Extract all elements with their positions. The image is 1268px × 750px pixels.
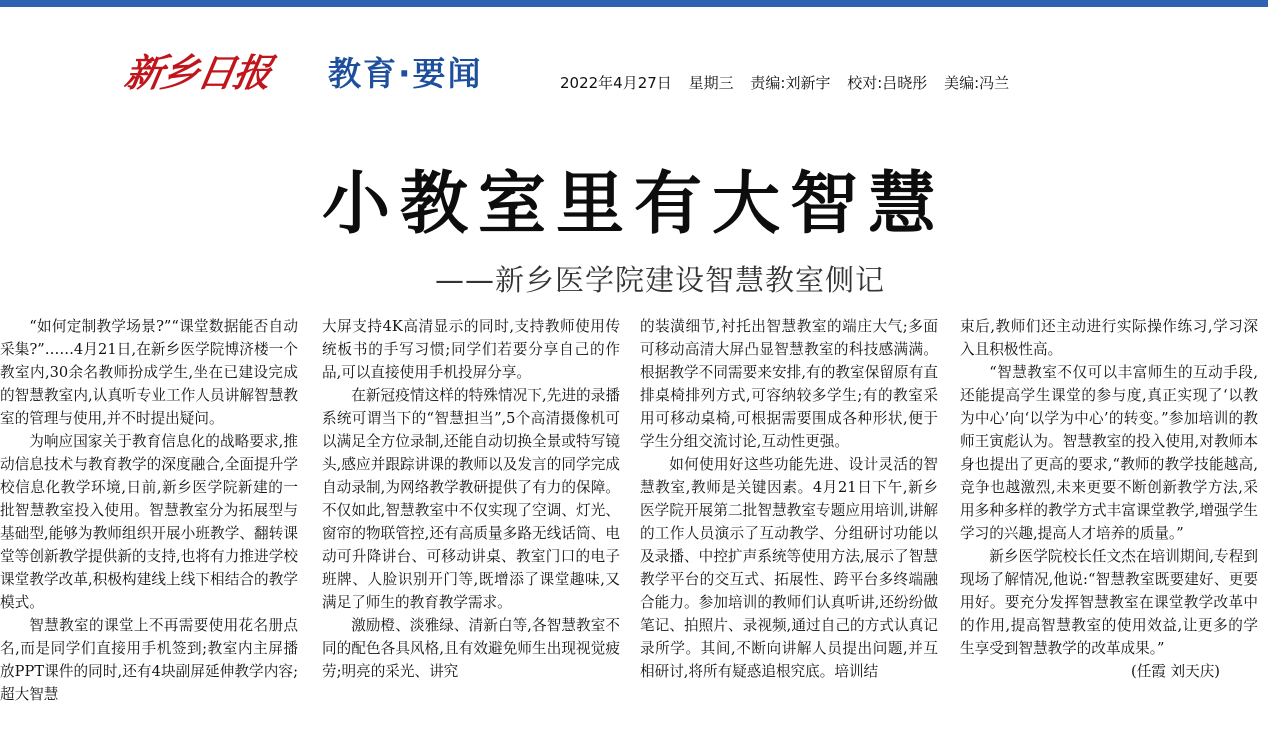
paragraph: 智慧教室的课堂上不再需要使用花名册点名,而是同学们直接用手机签到;教室内主屏播放PPT课件的同时,还有4块副屏延伸教学内容;超大智慧 [0, 617, 298, 703]
top-color-bar [0, 0, 1268, 7]
editor-credit: 责编:刘新宇 [750, 74, 831, 92]
issue-date: 2022年4月27日 [560, 74, 672, 92]
paragraph: 为响应国家关于教育信息化的战略要求,推动信息技术与教育教学的深度融合,全面提升学校信息化教学环境,日前,新乡医学院新建的一批智慧教室投入使用。智慧教室分为拓展型与基础型,能够为教师组织开展小班教学、翻转课堂等创新教学提供新的支持,也将有力推进学校课堂教学改革,积极构建线上线下相结合的教学模式。 [0, 433, 298, 611]
issue-weekday: 星期三 [688, 74, 734, 92]
author-byline: (任霞 刘天庆) [1131, 663, 1220, 680]
paragraph: 束后,教师们还主动进行实际操作练习,学习深入且积极性高。 [960, 318, 1258, 358]
paragraph: 在新冠疫情这样的特殊情况下,先进的录播系统可谓当下的“智慧担当”,5个高清摄像机可以满足全方位录制,还能自动切换全景或特写镜头,感应并跟踪讲课的教师以及发言的同学完成自动录制,为网络教学教研提供了有力的保障。不仅如此,智慧教室中不仅实现了空调、灯光、窗帘的物联管控,还有高质量多路无线话筒、电动可升降讲台、可移动讲桌、教室门口的电子班牌、人脸识别开门等,既增添了课堂趣味,又满足了师生的教育教学需求。 [322, 387, 620, 611]
article-column-1 [0, 315, 298, 745]
paragraph: “智慧教室不仅可以丰富师生的互动手段,还能提高学生课堂的参与度,真正实现了‘以教为中心’向‘以学为中心’的转变。”参加培训的教师王寅彪认为。智慧教室的投入使用,对教师本身也提出了更高的要求,“教师的教学技能越高,竞争也越激烈,未来更要不断创新教学方法,采用多种多样的教学方式丰富课堂教学,增强学生学习的兴趣,提高人才培养的质量。” [960, 364, 1258, 542]
paragraph: 激励橙、淡雅绿、清新白等,各智慧教室不同的配色各具风格,且有效避免师生出现视觉疲劳;明亮的采光、讲究 [322, 617, 620, 680]
article-column-4 [960, 315, 1258, 745]
paragraph: 的装潢细节,衬托出智慧教室的端庄大气;多面可移动高清大屏凸显智慧教室的科技感满满。根据教学不同需要来安排,有的教室保留原有直排桌椅排列方式,可容纳较多学生;有的教室采用可移动桌椅,可根据需要围成各种形状,便于学生分组交流讨论,互动性更强。 [640, 318, 938, 450]
masthead [0, 30, 1268, 100]
paragraph: 新乡医学院校长任文杰在培训期间,专程到现场了解情况,他说:“智慧教室既要建好、更要用好。要充分发挥智慧教室在课堂教学改革中的作用,提高智慧教室的使用效益,让更多的学生享受到智慧教学的改革成果。” [960, 548, 1258, 657]
paragraph: 如何使用好这些功能先进、设计灵活的智慧教室,教师是关键因素。4月21日下午,新乡医学院开展第二批智慧教室专题应用培训,讲解的工作人员演示了互动教学、分组研讨功能以及录播、中控扩声系统等使用方法,展示了智慧教学平台的交互式、拓展性、跨平台多终端融合能力。参加培训的教师们认真听讲,还纷纷做笔记、拍照片、录视频,通过自己的方式认真记录所学。其间,不断向讲解人员提出问题,并互相研讨,将所有疑惑追根究底。培训结 [640, 456, 938, 680]
art-editor-credit: 美编:冯兰 [944, 74, 1010, 92]
newspaper-logo: 新乡日报 [121, 50, 274, 95]
paragraph: 大屏支持4K高清显示的同时,支持教师使用传统板书的手写习惯;同学们若要分享自己的作品,可以直接使用手机投屏分享。 [322, 318, 620, 381]
article-headline: 小教室里有大智慧 [321, 165, 946, 244]
article-subheadline: ——新乡医学院建设智慧教室侧记 [434, 263, 885, 297]
article-column-2 [322, 315, 620, 745]
issue-meta [560, 72, 1021, 93]
proofreader-credit: 校对:吕晓彤 [847, 74, 928, 92]
article-column-3 [640, 315, 938, 745]
paragraph: “如何定制教学场景?”“课堂数据能否自动采集?”……4月21日,在新乡医学院博济楼一个教室内,30余名教师扮成学生,坐在已建设完成的智慧教室内,认真听专业工作人员讲解智慧教室的管理与使用,并不时提出疑问。 [0, 318, 298, 427]
section-title: 教育·要闻 [328, 54, 483, 93]
